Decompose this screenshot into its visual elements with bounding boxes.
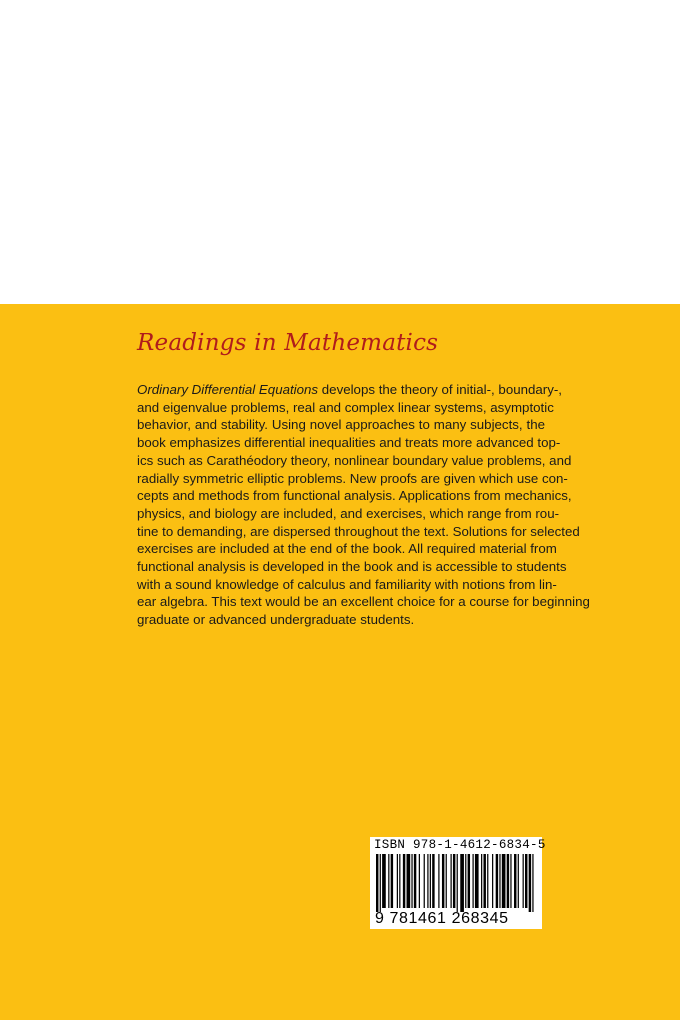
barcode-bar (525, 854, 527, 908)
barcode-bar (446, 854, 447, 908)
barcode-bar (388, 854, 389, 908)
barcode-bar (430, 854, 431, 908)
barcode-bar (403, 854, 405, 908)
barcode-bar (472, 854, 473, 908)
barcode-bar (487, 854, 488, 908)
barcode-bar (514, 854, 516, 908)
barcode-bar (419, 854, 420, 908)
barcode-bar (453, 854, 455, 908)
barcode-bar (397, 854, 398, 908)
isbn-label: ISBN 978-1-4612-6834-5 (374, 838, 546, 852)
book-title-italic: Ordinary Differential Equations (137, 382, 319, 397)
description-line: ear algebra. This text would be an excellent choice for a course for beginning (137, 594, 590, 610)
barcode-bar (496, 854, 498, 908)
barcode-bar (427, 854, 428, 908)
top-blank-area (0, 0, 680, 304)
isbn-barcode-block (370, 837, 546, 929)
series-title: Readings in Mathematics (137, 330, 439, 356)
barcode-bar (492, 854, 493, 908)
barcode-bar (507, 854, 509, 908)
barcode-bar (518, 854, 519, 908)
barcode-bar (475, 854, 479, 908)
barcode-bar (391, 854, 393, 908)
barcode-bar (407, 854, 411, 908)
barcode-bar (532, 854, 533, 912)
barcode-bar (483, 854, 485, 908)
barcode-bar (499, 854, 500, 908)
description-line: and eigenvalue problems, real and complex linear systems, asymptotic (137, 399, 554, 415)
description-line: with a sound knowledge of calculus and familiarity with notions from lin- (137, 576, 557, 592)
description-line: radially symmetric elliptic problems. New proofs are given which use con- (137, 470, 568, 486)
barcode-bar (510, 854, 511, 908)
barcode-bar (465, 854, 466, 908)
description-line: ics such as Carathéodory theory, nonlinear boundary value problems, and (137, 452, 572, 468)
barcode-bar (414, 854, 416, 908)
description-line: tine to demanding, are dispersed throughout the text. Solutions for selected (137, 523, 580, 539)
barcode-bar (523, 854, 524, 908)
barcode-bar (529, 854, 531, 912)
barcode-bar (380, 854, 381, 912)
book-description (137, 381, 590, 629)
barcode-bar (502, 854, 506, 908)
description-line: Ordinary Differential Equations develops the theory of initial-, boundary-, (137, 382, 562, 397)
barcode-bar (481, 854, 482, 908)
barcode-bar (376, 854, 378, 912)
description-line: cepts and methods from functional analysis. Applications from mechanics, (137, 488, 572, 504)
description-line: behavior, and stability. Using novel approaches to many subjects, the (137, 417, 545, 433)
barcode-bar (424, 854, 425, 908)
description-line: functional analysis is developed in the book and is accessible to students (137, 559, 567, 575)
barcode-bar (451, 854, 452, 908)
barcode-bar (382, 854, 386, 908)
description-line: graduate or advanced undergraduate students. (137, 612, 415, 628)
barcode-bar (442, 854, 444, 908)
barcode-bar (460, 854, 464, 912)
description-line: physics, and biology are included, and exercises, which range from rou- (137, 505, 560, 521)
barcode-bar (438, 854, 439, 908)
barcode-bar (432, 854, 434, 908)
barcode-bar (411, 854, 412, 908)
barcode-bar (399, 854, 400, 908)
description-line: exercises are included at the end of the book. All required material from (137, 541, 557, 557)
barcode-icon (376, 854, 536, 912)
description-line: book emphasizes differential inequalities and treats more advanced top- (137, 435, 561, 451)
barcode-bar (468, 854, 470, 908)
barcode-bar (457, 854, 458, 912)
barcode-digits: 9 781461 268345 (375, 910, 509, 927)
